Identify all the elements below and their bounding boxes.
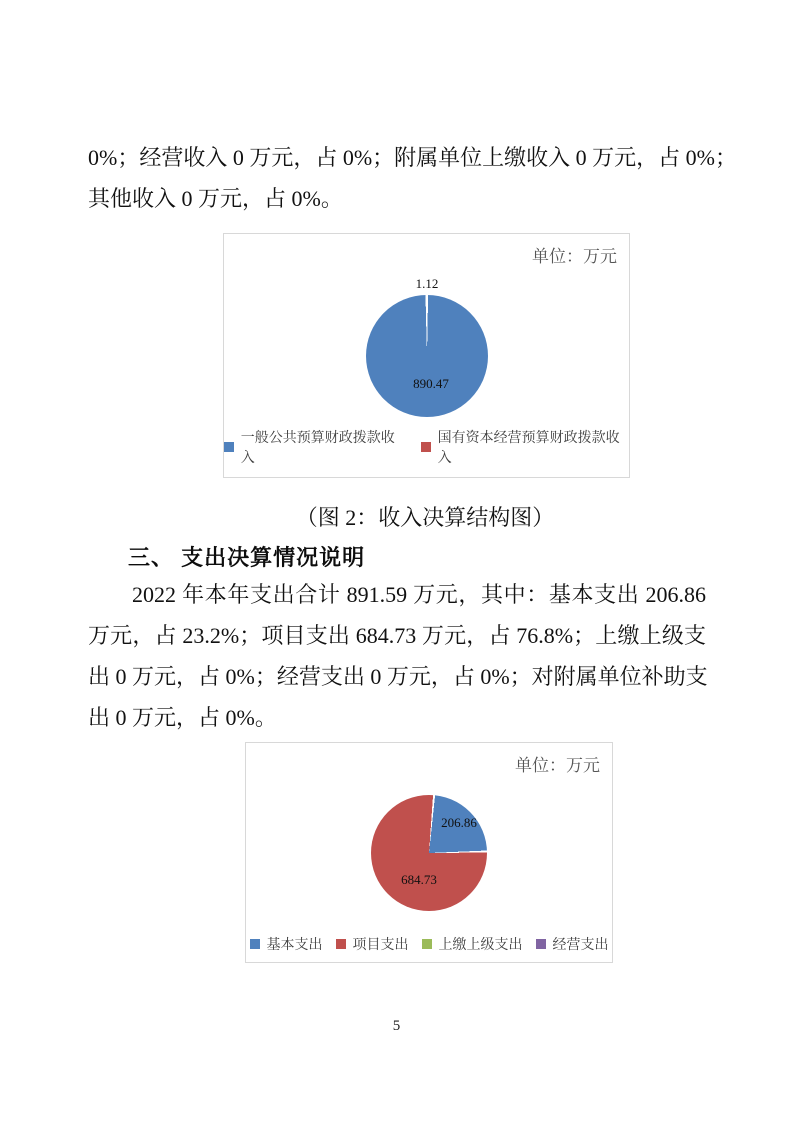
legend-item [336,934,409,954]
expense-paragraph [88,574,706,738]
legend-label: 一般公共预算财政拨款收入 [240,431,395,466]
income-pie-legend [224,427,629,467]
legend-item [224,427,405,467]
expense-pie-chart [245,742,613,963]
income-pie-value-small: 1.12 [415,276,439,291]
expense-paragraph-line: 出 0 万元，占 0%；经营支出 0 万元，占 0%；对附属单位补助支 [88,664,708,689]
expense-paragraph-line: 出 0 万元，占 0%。 [88,705,277,730]
legend-label: 基本支出 [266,938,323,953]
figure2-caption: （图 2：收入决算结构图） [295,505,555,530]
income-paragraph [88,137,737,219]
legend-label: 国有资本经营预算财政拨款收入 [437,431,620,466]
income-paragraph-line: 0%；经营收入 0 万元，占 0%；附属单位上缴收入 0 万元，占 0%； [88,145,737,170]
legend-swatch-icon [336,939,346,949]
legend-swatch-icon [422,939,432,949]
legend-label: 经营支出 [552,938,609,953]
legend-item [421,427,629,467]
expense-pie-value-project: 684.73 [401,872,437,887]
legend-swatch-icon [250,939,260,949]
legend-item [422,934,523,954]
legend-swatch-icon [224,442,234,452]
legend-swatch-icon [421,442,431,452]
page-number: 5 [392,1018,401,1034]
income-pie [366,295,488,417]
legend-label: 项目支出 [352,938,409,953]
legend-swatch-icon [536,939,546,949]
chart-unit-label: 单位：万元 [532,247,617,266]
expense-pie-legend [246,934,612,954]
legend-item [536,934,609,954]
income-pie-chart [223,233,630,478]
expense-pie-value-basic: 206.86 [441,815,477,830]
expense-paragraph-line: 2022 年本年支出合计 891.59 万元，其中：基本支出 206.86 [132,582,706,607]
income-paragraph-line: 其他收入 0 万元，占 0%。 [88,186,343,211]
section3-heading: 三、 支出决算情况说明 [128,545,366,570]
income-pie-value-big: 890.47 [413,376,449,391]
legend-label: 上缴上级支出 [438,938,523,953]
expense-paragraph-line: 万元，占 23.2%；项目支出 684.73 万元，占 76.8%；上缴上级支 [88,623,706,648]
chart-unit-label: 单位：万元 [515,756,600,775]
legend-item [250,934,323,954]
expense-pie [371,795,487,911]
